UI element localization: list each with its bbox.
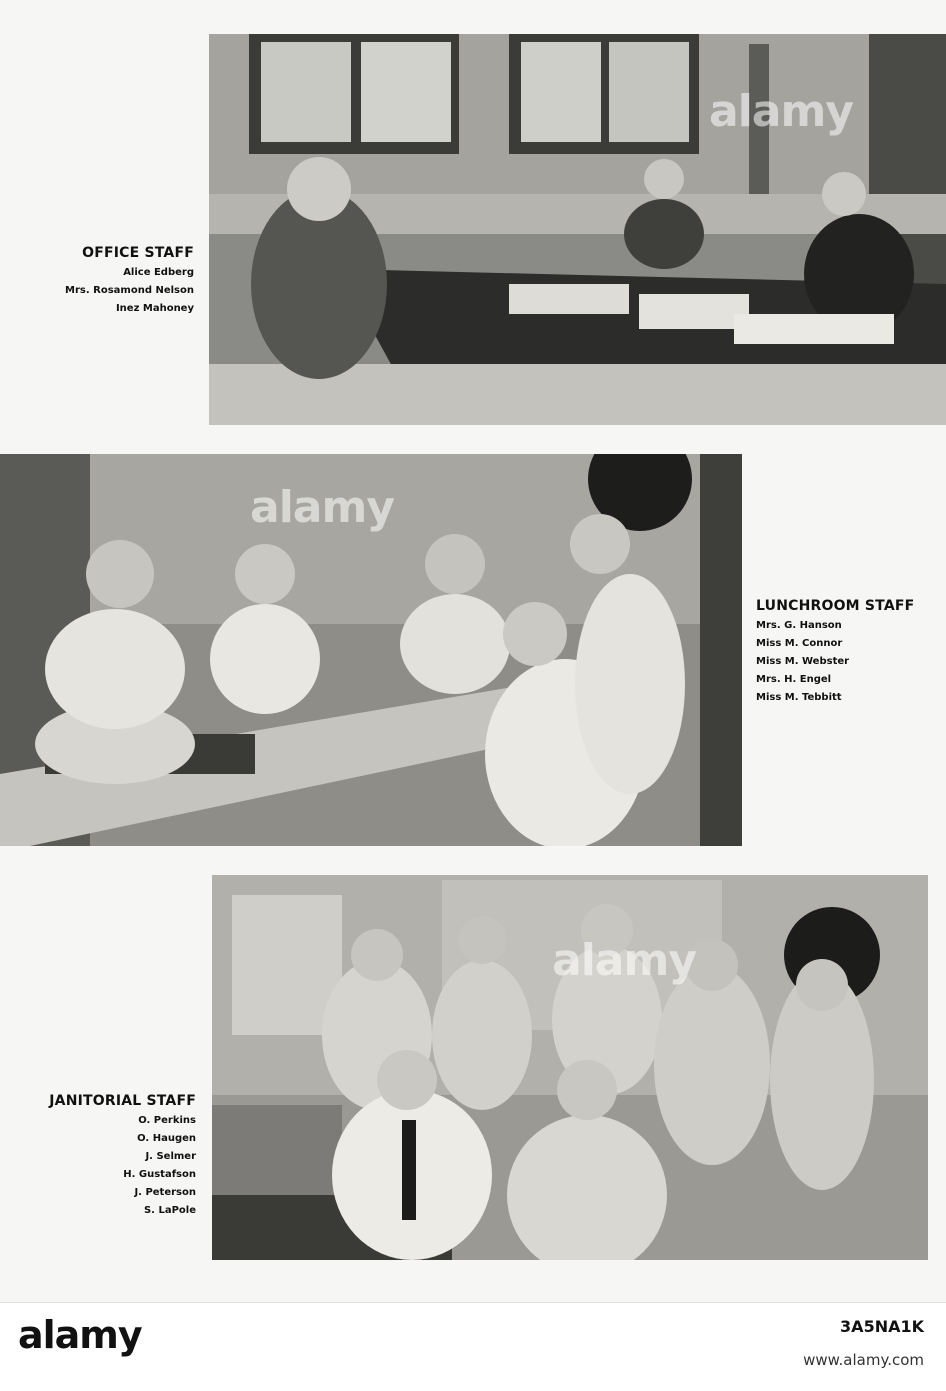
office-staff-caption bbox=[65, 245, 194, 318]
lunchroom-staff-name: Miss M. Tebbitt bbox=[756, 692, 842, 703]
office-staff-name: Mrs. Rosamond Nelson bbox=[65, 285, 194, 296]
lunchroom-staff-name: Mrs. G. Hanson bbox=[756, 620, 842, 631]
lunchroom-staff-photo bbox=[0, 454, 742, 846]
lunchroom-staff-caption bbox=[756, 598, 914, 707]
janitorial-staff-name: O. Perkins bbox=[138, 1115, 196, 1126]
janitorial-watermark: alamy bbox=[552, 935, 696, 986]
office-staff-name: Alice Edberg bbox=[123, 267, 194, 278]
janitorial-staff-caption bbox=[49, 1093, 196, 1220]
janitorial-staff-heading: JANITORIAL STAFF bbox=[49, 1093, 196, 1109]
janitorial-staff-name: O. Haugen bbox=[137, 1133, 196, 1144]
lunchroom-watermark: alamy bbox=[250, 482, 394, 533]
janitorial-staff-name: J. Peterson bbox=[134, 1187, 196, 1198]
alamy-logo: alamy bbox=[18, 1313, 142, 1357]
lunchroom-staff-name: Mrs. H. Engel bbox=[756, 674, 832, 685]
lunchroom-staff-name: Miss M. Webster bbox=[756, 656, 850, 667]
janitorial-staff-name: J. Selmer bbox=[145, 1151, 196, 1162]
office-staff-name: Inez Mahoney bbox=[115, 303, 194, 314]
lunchroom-staff-name: Miss M. Connor bbox=[756, 638, 843, 649]
site-url[interactable]: www.alamy.com bbox=[803, 1351, 924, 1369]
office-watermark: alamy bbox=[709, 86, 853, 137]
office-staff-photo bbox=[209, 34, 946, 425]
lunchroom-staff-heading: LUNCHROOM STAFF bbox=[756, 598, 915, 614]
janitorial-photo-scene bbox=[212, 875, 928, 1260]
janitorial-staff-name: H. Gustafson bbox=[123, 1169, 196, 1180]
stock-footer bbox=[0, 1302, 946, 1391]
janitorial-staff-photo bbox=[212, 875, 928, 1260]
office-staff-heading: OFFICE STAFF bbox=[82, 245, 194, 261]
image-id: 3A5NA1K bbox=[840, 1317, 924, 1336]
janitorial-staff-name: S. LaPole bbox=[143, 1205, 196, 1216]
